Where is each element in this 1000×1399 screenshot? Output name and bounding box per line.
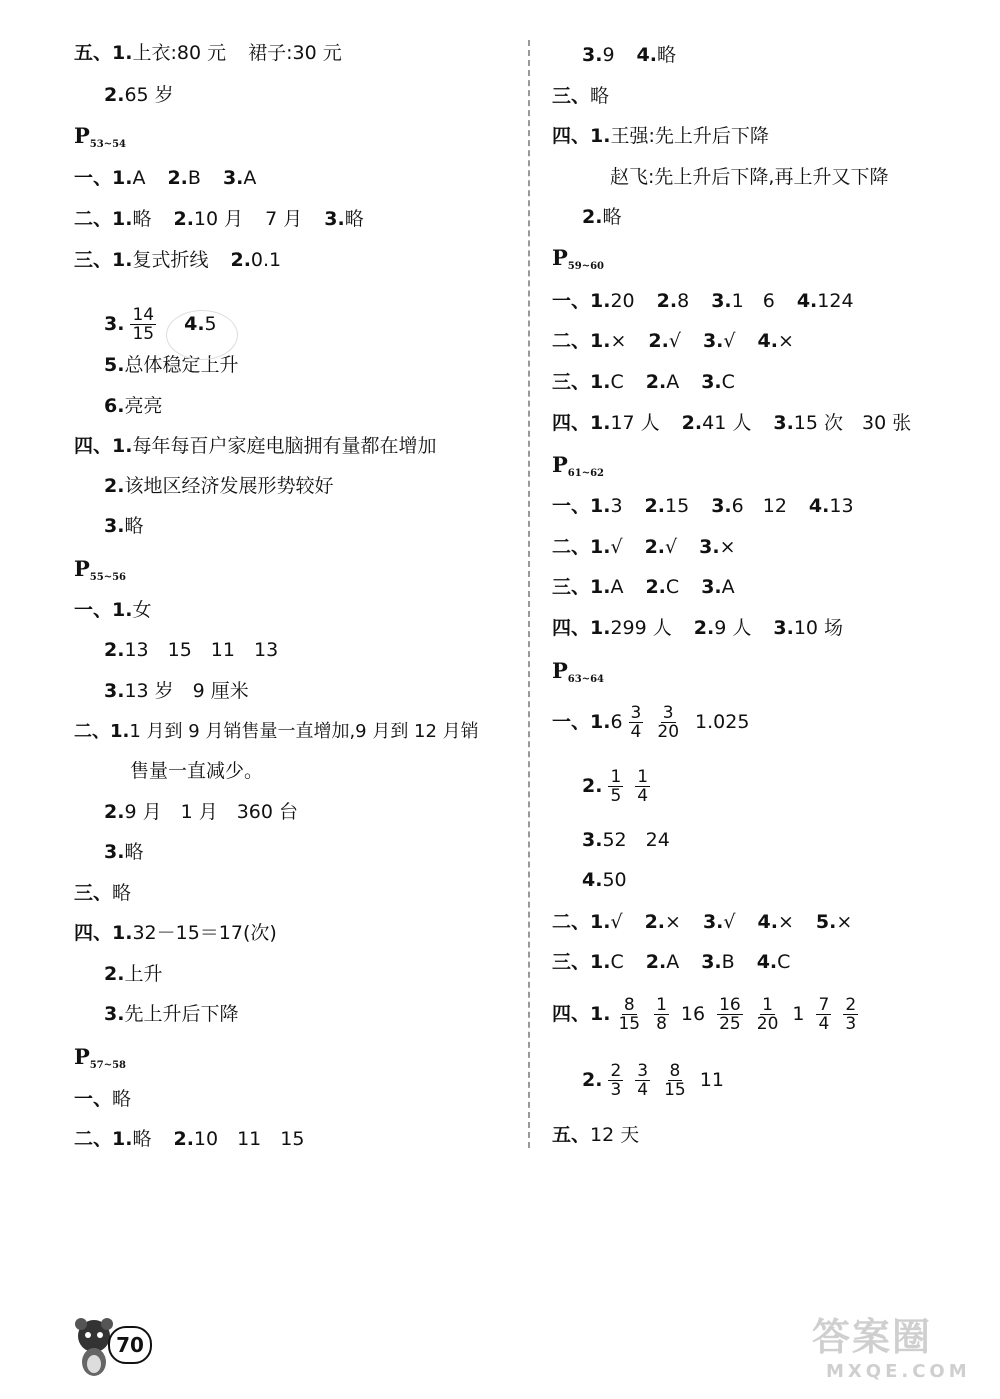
answer-line: 四、1.299 人 2.9 人 3.10 场 (552, 617, 844, 639)
answer-line: 一、1.6 $\frac{3}{4}$ $\frac{3}{20}$ 1.025 (552, 703, 750, 742)
answer-line: 一、1.A 2.B 3.A (74, 167, 257, 189)
answer-line: 四、1.每年每百户家庭电脑拥有量都在增加 (74, 435, 437, 457)
answer-line: 二、1.√ 2.× 3.√ 4.× 5.× (552, 911, 853, 933)
fraction: $\frac{3}{4}$ (637, 1061, 649, 1100)
fraction: $\frac{3}{20}$ (657, 703, 680, 742)
answer-line: 3.9 4.略 (582, 44, 677, 66)
answer-line: 3.略 (104, 841, 144, 863)
column-divider (528, 40, 530, 1148)
answer-line: 二、1.1 月到 9 月销售量一直增加,9 月到 12 月销 (74, 721, 479, 742)
answer-line: 6.亮亮 (104, 395, 163, 417)
answer-line: 3. $\frac{14}{15}$ 4.5 (104, 305, 217, 344)
answer-line: 3.52 24 (582, 829, 670, 851)
answer-line: 2.该地区经济发展形势较好 (104, 475, 334, 497)
answer-line: 二、1.√ 2.√ 3.× (552, 536, 736, 558)
answer-line: 三、略 (552, 85, 610, 107)
fraction: $\frac{1}{4}$ (637, 767, 649, 806)
answer-line: 2. $\frac{1}{5}$ $\frac{1}{4}$ (582, 767, 649, 806)
answer-line: 三、略 (74, 882, 132, 904)
answer-line: 2.9 月 1 月 360 台 (104, 801, 299, 823)
fraction: $\frac{3}{4}$ (630, 703, 642, 742)
section-header: $P_{63\sim 64}$ (552, 658, 605, 685)
answer-line: 2.略 (582, 206, 622, 228)
answer-line: 2. $\frac{2}{3}$ $\frac{3}{4}$ $\frac{8}{15}$ 11 (582, 1061, 724, 1100)
section-header: $P_{57\sim 58}$ (74, 1044, 127, 1071)
answer-line: 一、略 (74, 1088, 132, 1110)
answer-line: 3.略 (104, 515, 144, 537)
answer-line: 一、1.20 2.8 3.1 6 4.124 (552, 290, 854, 312)
page-number: 70 (108, 1326, 152, 1364)
fraction: $\frac{2}{3}$ (610, 1061, 622, 1100)
section-header: $P_{59\sim 60}$ (552, 245, 605, 272)
answer-line: 一、1.女 (74, 599, 152, 621)
answer-line: 二、1.× 2.√ 3.√ 4.× (552, 330, 794, 352)
answer-line: 3.先上升后下降 (104, 1003, 239, 1025)
fraction: $\frac{16}{25}$ (719, 995, 741, 1034)
fraction: $\frac{1}{20}$ (756, 995, 779, 1034)
answer-line: 一、1.3 2.15 3.6 12 4.13 (552, 495, 854, 517)
answer-line: 四、1. $\frac{8}{15}$ $\frac{1}{8}$ 16 $\frac{16}{25}$ $\frac{1}{20}$ 1 $\frac{7}{4}$ $\frac{2}{3}$ (552, 995, 857, 1034)
section-header: $P_{53\sim 54}$ (74, 123, 127, 150)
answer-line: 三、1.A 2.C 3.A (552, 576, 735, 598)
fraction: $\frac{14}{15}$ (132, 305, 155, 344)
fraction: $\frac{8}{15}$ (664, 1061, 686, 1100)
answer-line: 三、1.C 2.A 3.B 4.C (552, 951, 791, 973)
answer-line: 3.13 岁 9 厘米 (104, 680, 249, 702)
answer-line: 五、1.上衣:80 元 裙子:30 元 (74, 42, 342, 64)
answer-line: 2.65 岁 (104, 84, 174, 106)
answer-line: 二、1.略 2.10 月 7 月 3.略 (74, 208, 364, 230)
answer-line: 三、1.复式折线 2.0.1 (74, 249, 282, 271)
answer-line: 2.上升 (104, 963, 163, 985)
answer-line: 5.总体稳定上升 (104, 354, 239, 376)
answer-line: 二、1.略 2.10 11 15 (74, 1128, 305, 1150)
section-header: $P_{55\sim 56}$ (74, 556, 127, 583)
answer-line: 2.13 15 11 13 (104, 639, 279, 661)
answer-line: 四、1.32－15＝17(次) (74, 922, 277, 944)
fraction: $\frac{1}{5}$ (610, 767, 622, 806)
answer-line: 五、12 天 (552, 1124, 640, 1146)
answer-line: 三、1.C 2.A 3.C (552, 371, 735, 393)
answer-line: 四、1.17 人 2.41 人 3.15 次 30 张 (552, 412, 912, 434)
fraction: $\frac{1}{8}$ (656, 995, 667, 1034)
answer-line: 赵飞:先上升后下降,再上升又下降 (610, 166, 889, 188)
fraction: $\frac{8}{15}$ (618, 995, 641, 1034)
answer-line: 4.50 (582, 869, 627, 891)
fraction: $\frac{2}{3}$ (845, 995, 857, 1034)
fraction: $\frac{7}{4}$ (818, 995, 830, 1034)
section-header: $P_{61\sim 62}$ (552, 452, 605, 479)
faint-stamp (166, 310, 238, 360)
answer-line: 四、1.王强:先上升后下降 (552, 125, 769, 147)
answer-line: 售量一直减少。 (130, 760, 264, 782)
watermark-logo: 答案圈 MXQE.COM (812, 1315, 971, 1382)
